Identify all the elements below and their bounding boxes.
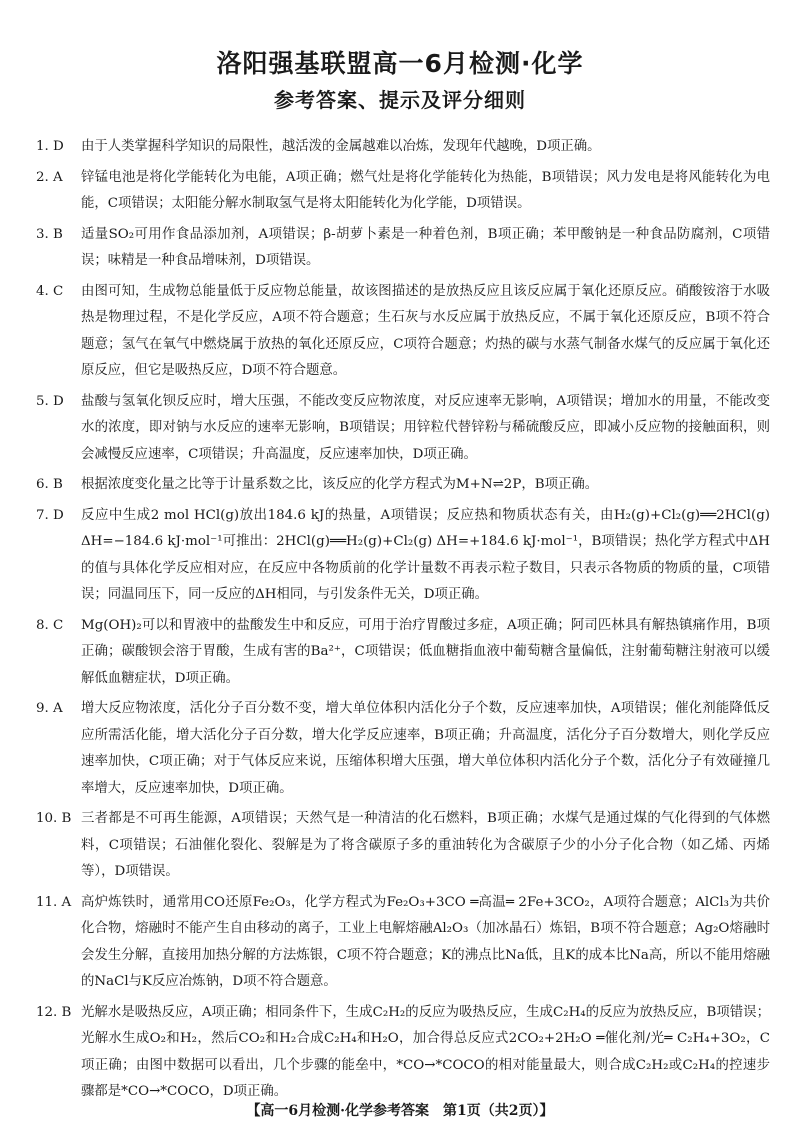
page-footer: 【高一6月检测·化学参考答案 第1页（共2页）】 [246, 1103, 554, 1119]
answer-item [36, 472, 770, 499]
answer-item [36, 806, 770, 886]
answer-number: 10. B [36, 811, 72, 826]
page-title: 洛阳强基联盟高一6月检测·化学 [216, 49, 584, 78]
answer-explanation: 增大反应物浓度，活化分子百分数不变，增大单位体积内活化分子个数，反应速率加快，A项错误；催化剂能降低反应所需活化能，增大活化分子百分数，增大化学反应速率，B项正确；升高温度，活化分子百分数增大，则化学反应速率加快，C项正确；对于气体反应来说，压缩体积增大压强，增大单位体积内活化分子个数，活化分子有效碰撞几率增大，反应速率加快，D项正确。 [81, 701, 770, 796]
answer-item [36, 613, 770, 693]
answer-explanation: 光解水是吸热反应，A项正确；相同条件下，生成C₂H₂的反应为吸热反应，生成C₂H₄的反应为放热反应，B项错误；光解水生成O₂和H₂，然后CO₂和H₂合成C₂H₄和H₂O，加合得总反应式2CO₂+2H₂O ═催化剂/光═ C₂H₄+3O₂，C项正确；由图中数据可以看出，几个步骤的能垒中，*CO→*COCO的相对能量最大，则合成C₂H₂或C₂H₄的控速步骤都是*CO→*COCO，D项正确。 [81, 1004, 770, 1099]
answer-number: 7. D [36, 507, 64, 523]
answer-item [36, 1000, 770, 1106]
answer-explanation: 由于人类掌握科学知识的局限性，越活泼的金属越难以冶炼，发现年代越晚，D项正确。 [81, 139, 601, 154]
page-subtitle: 参考答案、提示及评分细则 [274, 88, 526, 112]
answer-item [36, 165, 770, 218]
answer-explanation: 由图可知，生成物总能量低于反应物总能量，故该图描述的是放热反应且该反应属于氧化还原反应。硝酸铵溶于水吸热是物理过程，不是化学反应，A项不符合题意；生石灰与水反应属于放热反应，不属于氧化还原反应，B项不符合题意；氢气在氧气中燃烧属于放热的氧化还原反应，C项符合题意；灼热的碳与水蒸气制备水煤气的反应属于氧化还原反应，但它是吸热反应，D项不符合题意。 [81, 283, 770, 378]
answer-number: 1. D [36, 139, 64, 154]
answer-explanation: 锌锰电池是将化学能转化为电能，A项正确；燃气灶是将化学能转化为热能，B项错误；风力发电是将风能转化为电能，C项错误；太阳能分解水制取氢气是将太阳能转化为化学能，D项错误。 [81, 169, 770, 211]
answer-explanation: 高炉炼铁时，通常用CO还原Fe₂O₃，化学方程式为Fe₂O₃+3CO ═高温═ 2Fe+3CO₂，A项符合题意；AlCl₃为共价化合物，熔融时不能产生自由移动的离子，工业上电解熔融Al₂O₃（加冰晶石）炼铝，B项不符合题意；Ag₂O熔融时会发生分解，直接用加热分解的方法炼银，C项不符合题意；K的沸点比Na低，且K的成本比Na高，所以不能用熔融的NaCl与K反应冶炼钠，D项不符合题意。 [81, 894, 770, 989]
answer-explanation: 三者都是不可再生能源，A项错误；天然气是一种清洁的化石燃料，B项正确；水煤气是通过煤的气化得到的气体燃料，C项错误；石油催化裂化、裂解是为了将含碳原子多的重油转化为含碳原子少的小分子化合物（如乙烯、丙烯等），D项错误。 [81, 811, 770, 879]
answer-item [36, 696, 770, 802]
answer-explanation: 适量SO₂可用作食品添加剂，A项错误；β-胡萝卜素是一种着色剂，B项正确；苯甲酸钠是一种食品防腐剂，C项错误；味精是一种食品增味剂，D项错误。 [81, 226, 770, 268]
answer-explanation: 反应中生成2 mol HCl(g)放出184.6 kJ的热量，A项错误；反应热和物质状态有关，由H₂(g)+Cl₂(g)══2HCl(g) ΔH=−184.6 kJ·mol⁻¹可推出：2HCl(g)══H₂(g)+Cl₂(g) ΔH=+184.6 kJ·mol⁻¹，B项错误；热化学方程式中ΔH的值与具体化学反应相对应，在反应中各物质前的化学计量数不再表示粒子数目，只表示各物质的物质的量，C项错误；同温同压下，同一反应的ΔH相同，与引发条件无关，D项正确。 [81, 507, 770, 602]
answer-explanation: Mg(OH)₂可以和胃液中的盐酸发生中和反应，可用于治疗胃酸过多症，A项正确；阿司匹林具有解热镇痛作用，B项正确；碳酸钡会溶于胃酸，生成有害的Ba²⁺，C项错误；低血糖指血液中葡萄糖含量偏低，注射葡萄糖注射液可以缓解低血糖症状，D项正确。 [81, 617, 770, 686]
answer-number: 11. A [36, 894, 72, 910]
answer-number: 8. C [36, 617, 64, 633]
answer-number: 6. B [36, 477, 63, 492]
answer-number: 4. C [36, 283, 64, 299]
answer-item [36, 222, 770, 275]
answer-item [36, 503, 770, 609]
answer-number: 2. A [36, 169, 63, 185]
answer-item [36, 890, 770, 996]
answer-number: 12. B [36, 1004, 72, 1020]
answer-number: 5. D [36, 393, 64, 409]
answer-item [36, 134, 770, 161]
answer-list [36, 134, 770, 1110]
answer-number: 3. B [36, 226, 63, 242]
answer-item [36, 389, 770, 469]
answer-item [36, 279, 770, 385]
answer-explanation: 根据浓度变化量之比等于计量系数之比，该反应的化学方程式为M+N⇌2P，B项正确。 [81, 477, 599, 492]
answer-number: 9. A [36, 701, 63, 716]
answer-explanation: 盐酸与氢氧化钡反应时，增大压强，不能改变反应物浓度，对反应速率无影响，A项错误；增加水的用量，不能改变水的浓度，即对钠与水反应的速率无影响，B项错误；用锌粒代替锌粉与稀硫酸反应，即减小反应物的接触面积，则会减慢反应速率，C项错误；升高温度，反应速率加快，D项正确。 [81, 393, 770, 462]
